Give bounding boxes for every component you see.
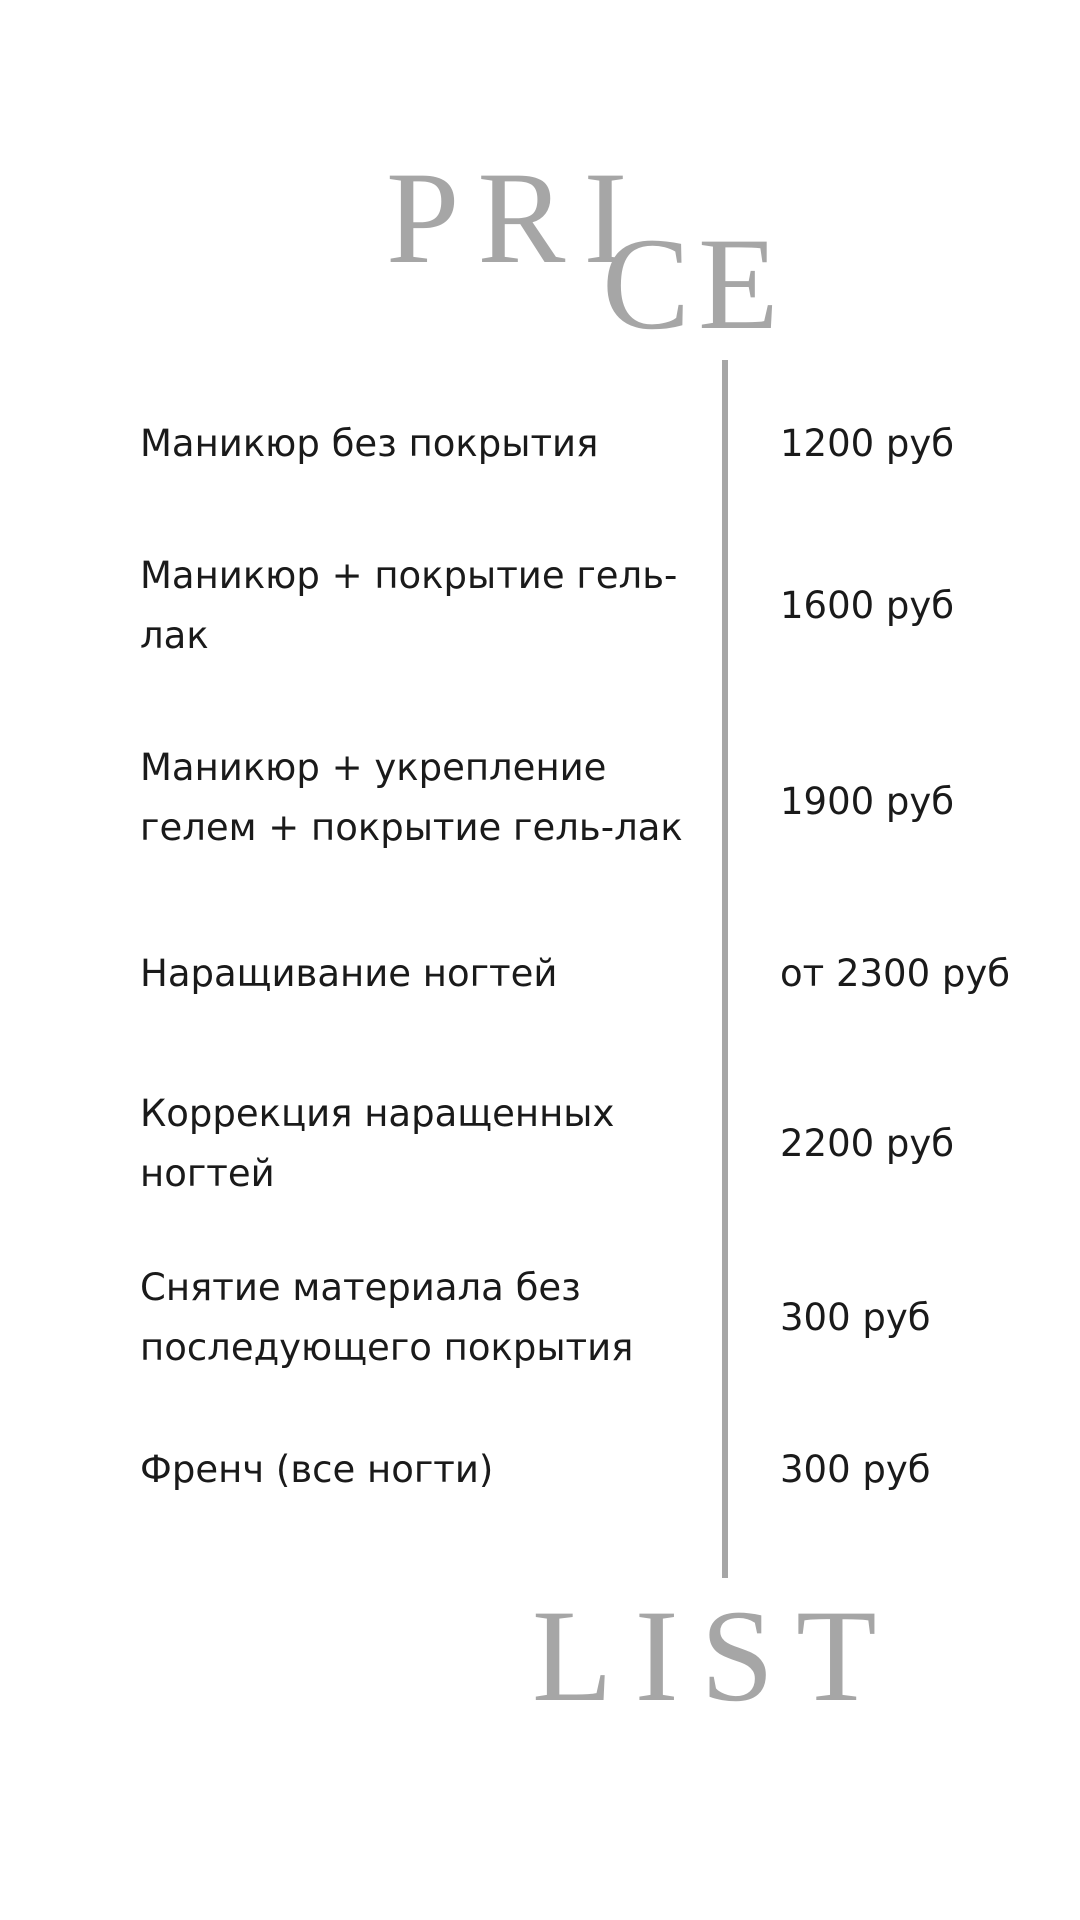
service-price: 300 руб [780, 1448, 931, 1491]
title-price-part-2: CE [602, 210, 787, 357]
service-price: от 2300 руб [780, 952, 1011, 995]
title-price-part-1: PRI [386, 144, 646, 291]
service-name: Френч (все ногти) [140, 1448, 494, 1491]
title-list: LIST [532, 1582, 899, 1729]
service-price: 2200 руб [780, 1122, 955, 1165]
service-name: Снятие материала без последующего покрытия [140, 1266, 634, 1369]
service-price: 1600 руб [780, 584, 955, 627]
service-name: Маникюр + покрытие гель- лак [140, 554, 678, 657]
service-name: Коррекция наращенных ногтей [140, 1092, 615, 1195]
service-name: Маникюр без покрытия [140, 422, 599, 465]
service-price: 1900 руб [780, 780, 955, 823]
service-name: Наращивание ногтей [140, 952, 558, 995]
service-name: Маникюр + укрепление гелем + покрытие гель-лак [140, 746, 683, 849]
vertical-divider [722, 360, 728, 1578]
service-price: 300 руб [780, 1296, 931, 1339]
service-price: 1200 руб [780, 422, 955, 465]
